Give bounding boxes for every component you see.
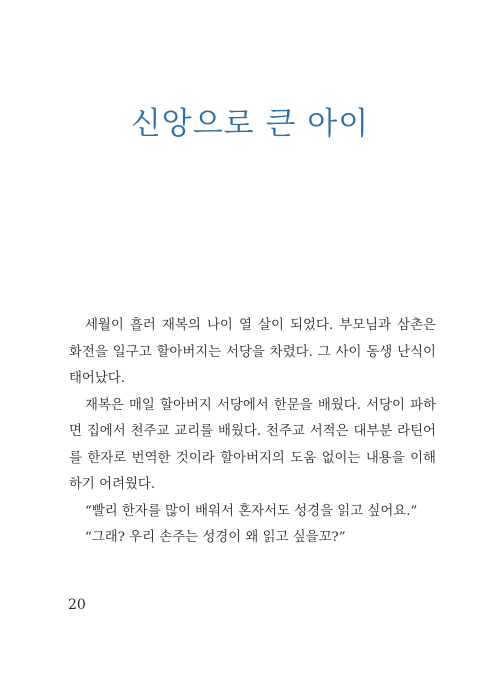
dialog-line-2: “그래? 우리 손주는 성경이 왜 읽고 싶을꼬?” <box>85 530 346 545</box>
page-number: 20 <box>68 597 86 613</box>
paragraph-1: 세월이 흘러 재복의 나이 열 살이 되었다. 부모님과 삼촌은 화전을 일구고 할아버지는 서당을 차렸다. 그 사이 동생 난식이 태어났다. <box>69 318 436 386</box>
paragraph-2: 재복은 매일 할아버지 서당에서 한문을 배웠다. 서당이 파하면 집에서 천주교 교리를 배웠다. 천주교 서적은 대부분 라틴어를 한자로 번역한 것이라 할아버지의 도움 없이는 내용을 이해하기 어려웠다. <box>69 397 436 492</box>
chapter-title: 신앙으로 큰 아이 <box>130 106 370 142</box>
dialog-line-1: “빨리 한자를 많이 배워서 혼자서도 성경을 읽고 싶어요.” <box>85 503 418 519</box>
body-text <box>69 313 436 552</box>
